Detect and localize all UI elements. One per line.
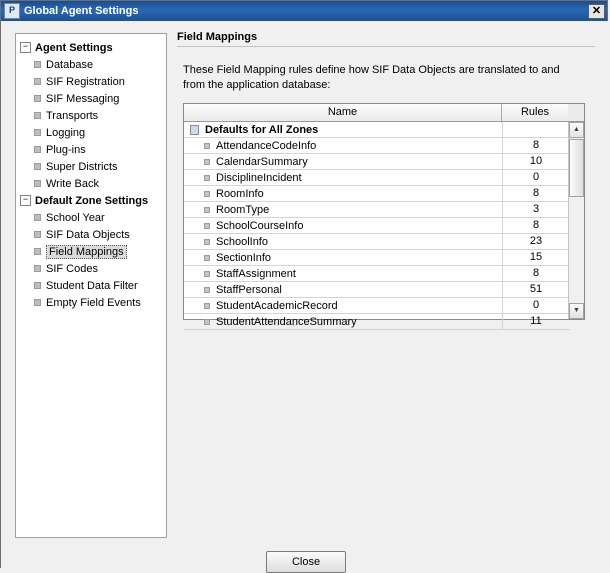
row-name-label: RoomInfo — [216, 187, 264, 200]
scroll-up-button[interactable]: ▲ — [569, 122, 584, 138]
row-rules-cell: 8 — [532, 138, 540, 151]
table-row[interactable] — [184, 154, 570, 170]
tree-item-label: School Year — [46, 211, 105, 224]
row-name-label: AttendanceCodeInfo — [216, 139, 317, 152]
tree-item-school-year[interactable] — [20, 209, 166, 226]
tree-item-sif-codes[interactable] — [20, 260, 166, 277]
row-name-cell — [184, 218, 503, 234]
table-header-corner — [568, 104, 584, 121]
table-row[interactable] — [184, 234, 570, 250]
row-rules-cell: 8 — [532, 218, 540, 231]
field-mappings-table[interactable] — [183, 103, 585, 328]
leaf-node-icon — [34, 248, 41, 255]
row-rules-cell: 8 — [532, 186, 540, 199]
item-icon — [204, 175, 210, 181]
table-row[interactable] — [184, 218, 570, 234]
table-rows — [184, 122, 570, 330]
tree-item-label: Logging — [46, 126, 86, 139]
item-icon — [204, 271, 210, 277]
row-rules-cell: 8 — [532, 266, 540, 279]
item-icon — [204, 207, 210, 213]
row-name-label: Defaults for All Zones — [205, 123, 319, 136]
tree-item-database[interactable] — [20, 56, 166, 73]
row-rules-cell: 3 — [532, 202, 540, 215]
row-rules-cell: 0 — [532, 298, 540, 311]
table-row[interactable] — [184, 186, 570, 202]
table-row[interactable] — [184, 250, 570, 266]
row-rules-cell: 0 — [532, 170, 540, 183]
table-row[interactable] — [184, 170, 570, 186]
field-mappings-pane — [177, 31, 595, 328]
collapse-icon[interactable]: − — [20, 42, 31, 53]
close-button[interactable]: Close — [266, 551, 346, 573]
table-row[interactable] — [184, 282, 570, 298]
tree-item-agent-settings[interactable] — [20, 39, 166, 56]
leaf-node-icon — [34, 78, 41, 85]
row-rules-cell: 11 — [530, 314, 542, 327]
row-name-cell — [184, 234, 503, 250]
tree-item-sif-messaging[interactable] — [20, 90, 166, 107]
table-row[interactable] — [184, 138, 570, 154]
leaf-node-icon — [34, 231, 41, 238]
row-name-label: RoomType — [216, 203, 270, 216]
row-name-label: StaffPersonal — [216, 283, 282, 296]
row-name-cell — [184, 298, 503, 314]
leaf-node-icon — [34, 282, 41, 289]
leaf-node-icon — [34, 265, 41, 272]
title-bar — [1, 1, 607, 21]
row-rules-cell — [503, 122, 569, 138]
table-vertical-scrollbar[interactable] — [568, 122, 584, 319]
tree-item-sif-registration[interactable] — [20, 73, 166, 90]
tree-item-label: Agent Settings — [35, 41, 113, 54]
tree-item-write-back[interactable] — [20, 175, 166, 192]
table-row[interactable] — [184, 202, 570, 218]
table-row[interactable] — [184, 298, 570, 314]
leaf-node-icon — [34, 112, 41, 119]
item-icon — [204, 319, 210, 325]
collapse-icon[interactable]: − — [20, 195, 31, 206]
row-name-label: StudentAcademicRecord — [216, 299, 338, 312]
tree-item-label: Transports — [46, 109, 99, 122]
item-icon — [204, 143, 210, 149]
tree-item-label: Field Mappings — [46, 245, 127, 259]
tree-item-plug-ins[interactable] — [20, 141, 166, 158]
item-icon — [204, 303, 210, 309]
scrollbar-thumb[interactable] — [569, 139, 584, 197]
tree-item-label: Super Districts — [46, 160, 118, 173]
tree-item-label: Database — [46, 58, 94, 71]
row-name-cell — [184, 282, 503, 298]
tree-item-super-districts[interactable] — [20, 158, 166, 175]
title-divider — [177, 46, 595, 47]
tree-item-logging[interactable] — [20, 124, 166, 141]
tree-item-label: SIF Messaging — [46, 92, 120, 105]
tree-item-student-data-filter[interactable] — [20, 277, 166, 294]
leaf-node-icon — [34, 214, 41, 221]
row-rules-cell: 15 — [529, 250, 543, 263]
row-name-label: SectionInfo — [216, 251, 272, 264]
item-icon — [204, 239, 210, 245]
tree-item-label: SIF Codes — [46, 262, 98, 275]
tree-item-transports[interactable] — [20, 107, 166, 124]
tree-item-label: SIF Data Objects — [46, 228, 130, 241]
leaf-node-icon — [34, 95, 41, 102]
row-rules-cell: 23 — [529, 234, 543, 247]
table-header — [184, 104, 584, 122]
row-name-cell — [184, 314, 503, 330]
leaf-node-icon — [34, 61, 41, 68]
table-row[interactable] — [184, 266, 570, 282]
item-icon — [204, 255, 210, 261]
row-name-label: CalendarSummary — [216, 155, 308, 168]
settings-tree[interactable] — [15, 33, 167, 538]
pane-description: These Field Mapping rules define how SIF Data Objects are translated to and from the application database: — [183, 64, 560, 91]
row-rules-cell: 51 — [529, 282, 543, 295]
item-icon — [204, 191, 210, 197]
window-content — [1, 21, 609, 569]
leaf-node-icon — [34, 163, 41, 170]
leaf-node-icon — [34, 180, 41, 187]
close-icon[interactable]: ✕ — [588, 4, 605, 19]
window-title: Global Agent Settings — [24, 5, 139, 17]
scroll-down-button[interactable]: ▼ — [569, 303, 584, 319]
leaf-node-icon — [34, 299, 41, 306]
tree-item-label: Empty Field Events — [46, 296, 141, 309]
row-name-label: DisciplineIncident — [216, 171, 302, 184]
tree-item-label: Student Data Filter — [46, 279, 138, 292]
column-header-name[interactable]: Name — [184, 104, 502, 121]
row-name-cell — [184, 122, 503, 138]
page-title: Field Mappings — [177, 31, 258, 43]
folder-icon — [190, 125, 199, 135]
table-row[interactable] — [184, 122, 570, 138]
row-name-cell — [184, 202, 503, 218]
tree-item-empty-field-events[interactable] — [20, 294, 166, 311]
row-name-cell — [184, 138, 503, 154]
item-icon — [204, 287, 210, 293]
column-header-rules[interactable]: Rules — [502, 104, 568, 121]
item-icon — [204, 159, 210, 165]
tree-item-label: Plug-ins — [46, 143, 86, 156]
row-name-cell — [184, 154, 503, 170]
row-name-cell — [184, 250, 503, 266]
row-name-label: StaffAssignment — [216, 267, 296, 280]
table-row[interactable] — [184, 314, 570, 330]
row-name-cell — [184, 266, 503, 282]
item-icon — [204, 223, 210, 229]
row-name-label: StudentAttendanceSummary — [216, 315, 357, 328]
leaf-node-icon — [34, 146, 41, 153]
tree-item-label: Write Back — [46, 177, 99, 190]
tree-item-default-zone-settings[interactable] — [20, 192, 166, 209]
row-name-label: SchoolInfo — [216, 235, 268, 248]
tree-item-sif-data-objects[interactable] — [20, 226, 166, 243]
tree-item-label: Default Zone Settings — [35, 194, 149, 207]
leaf-node-icon — [34, 129, 41, 136]
row-name-cell — [184, 186, 503, 202]
row-rules-cell: 10 — [529, 154, 543, 167]
row-name-label: SchoolCourseInfo — [216, 219, 304, 232]
table-body — [184, 122, 584, 328]
app-icon: P — [4, 3, 20, 19]
row-name-cell — [184, 170, 503, 186]
tree-item-field-mappings[interactable] — [20, 243, 166, 260]
tree-item-label: SIF Registration — [46, 75, 125, 88]
